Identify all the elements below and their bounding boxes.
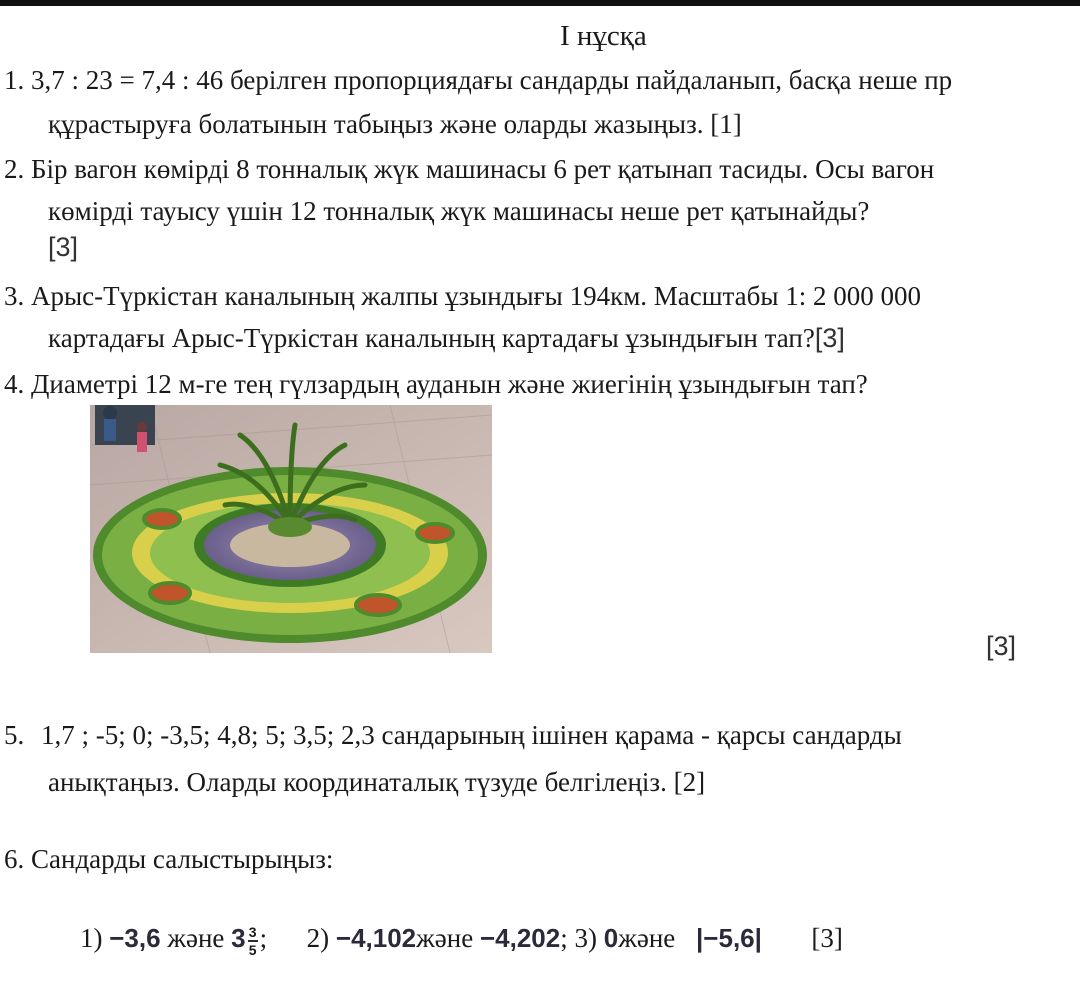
problem-6-items: [80, 920, 843, 957]
item-1-value-a: −3,6: [109, 923, 161, 953]
flowerbed-photo: [90, 405, 492, 653]
problem-4-text-line1: Диаметрі 12 м-ге тең гүлзардың ауданын және жиегінің ұзындығын тап?: [31, 369, 868, 399]
item-1-label: 1): [80, 923, 103, 953]
problem-6-text-line1: Сандарды салыстырыңыз:: [31, 844, 334, 874]
problem-3-text-line1: Арыс-Түркістан каналының жалпы ұзындығы 194км. Масштабы 1: 2 000 000: [31, 281, 922, 311]
item-2-value-a: −4,102: [335, 923, 417, 953]
item-3-value-a: 0: [603, 923, 619, 953]
problem-6-mark: [3]: [811, 923, 843, 953]
problem-4-number: 4.: [4, 369, 25, 399]
problem-5-text-line2: анықтаңыз. Оларды координаталық түзуде белгілеңіз. [2]: [48, 767, 706, 797]
problem-1-number: 1.: [4, 65, 25, 95]
problem-1: [4, 64, 952, 96]
problem-5-number: 5.: [4, 720, 25, 750]
item-2-label: 2): [306, 923, 330, 953]
problem-4: [4, 368, 868, 400]
problem-5-text-line1: 1,7 ; -5; 0; -3,5; 4,8; 5; 3,5; 2,3 сандарының ішінен қарама - қарсы сандарды: [41, 720, 902, 750]
item-3-and: және: [618, 923, 676, 953]
item-2-value-b: −4,202: [479, 923, 561, 953]
item-1-fraction-denominator: 5: [248, 941, 257, 958]
problem-1-text-line1: 3,7 : 23 = 7,4 : 46 берілген пропорциядағы сандарды пайдаланып, басқа неше пр: [31, 65, 953, 95]
problem-3-text-line2: картадағы Арыс-Түркістан каналының картадағы ұзындығын тап?: [48, 323, 815, 353]
problem-2: [4, 153, 934, 185]
problem-2-text-line1: Бір вагон көмірді 8 тонналық жүк машинасы 6 рет қатынап тасиды. Осы вагон: [31, 154, 935, 184]
item-1-separator: ;: [259, 923, 268, 953]
problem-3-number: 3.: [4, 281, 25, 311]
top-edge-bar: [0, 0, 1080, 6]
problem-6-number: 6.: [4, 844, 25, 874]
problem-2-text-line2: көмірді тауысу үшін 12 тонналық жүк машинасы неше рет қатынайды?: [48, 196, 870, 226]
item-1-fraction-numerator: 3: [248, 923, 257, 940]
problem-3-mark: [3]: [814, 323, 845, 353]
problem-4-mark: [3]: [986, 631, 1017, 661]
problem-5: [4, 719, 902, 751]
item-2-and: және: [416, 923, 474, 953]
people-figures: [95, 405, 155, 452]
variant-title: I нұсқа: [560, 20, 647, 52]
item-1-and: және: [167, 923, 225, 953]
problem-3: [4, 280, 921, 312]
problem-3-line2: [48, 322, 845, 354]
item-2-separator: ;: [560, 923, 568, 953]
item-1-fraction: [248, 925, 258, 957]
problem-2-mark: [3]: [48, 232, 79, 262]
item-1-mixed-whole: 3: [231, 923, 246, 953]
problem-1-text-line2: құрастыруға болатынын табыңыз және оларды жазыңыз. [1]: [48, 109, 742, 139]
problem-2-number: 2.: [4, 154, 25, 184]
item-3-label: 3): [574, 923, 597, 953]
item-3-value-b: |−5,6|: [696, 923, 762, 953]
problem-6: [4, 843, 333, 875]
